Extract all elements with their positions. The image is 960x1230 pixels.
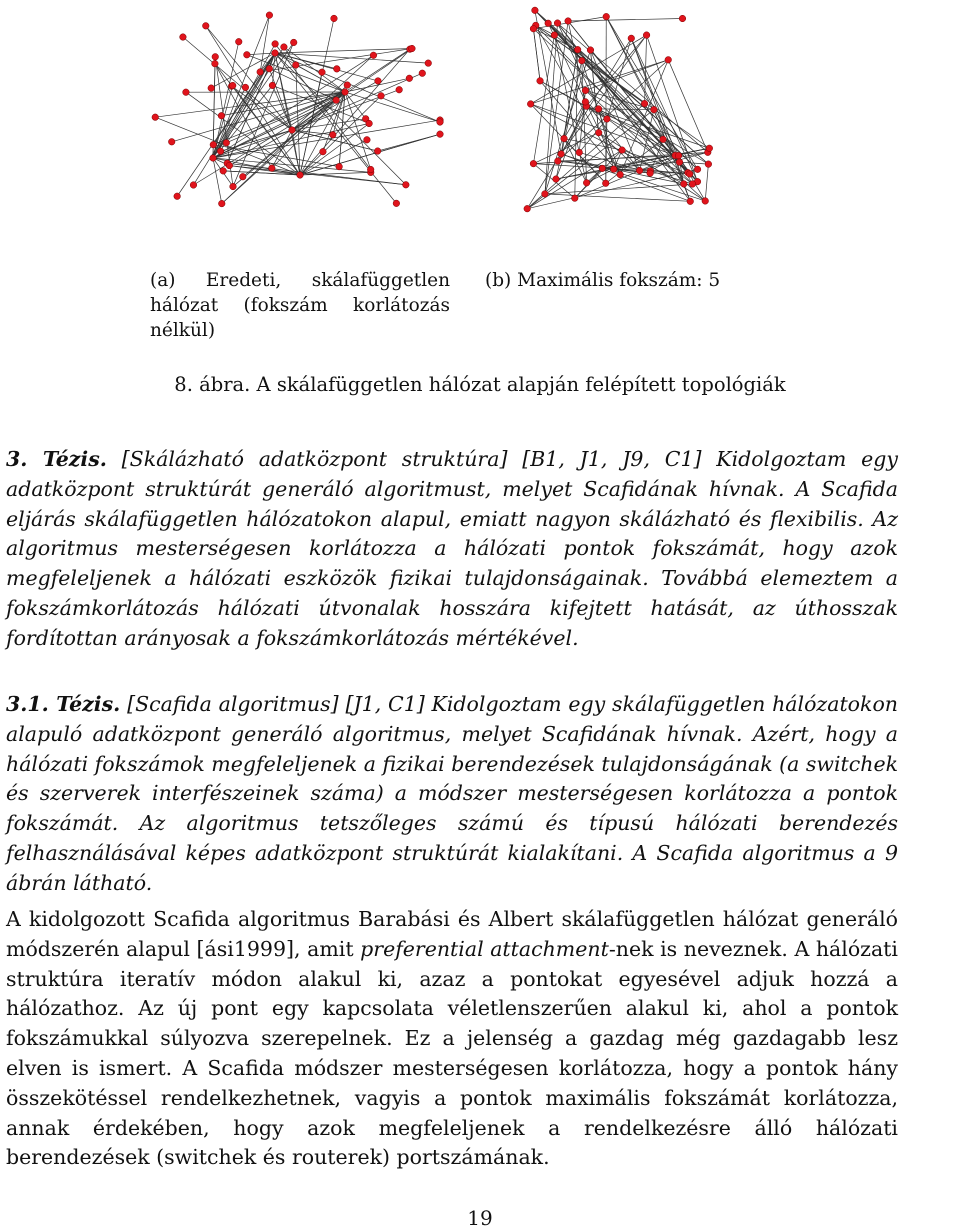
graph-a-node [190,182,197,189]
body-text-part1: A kidolgozott Scafida algoritmus Barabási és Albert skálafüggetlen hálózat generáló módszerén alapul [ási1999], amit [6,907,898,961]
graph-b-edge [668,60,708,152]
graph-a-node [437,119,444,126]
graph-a-node [297,172,304,179]
graph-a-node [235,38,242,45]
figure-8 [0,0,960,260]
graph-a-edge [233,42,294,186]
graph-a-node [289,127,296,134]
body-emphasis: preferential attachment [360,937,609,961]
graph-b-node [660,136,667,143]
graph-a-node [396,86,403,93]
thesis-3-label: 3. Tézis. [6,447,107,471]
graph-b-edge [531,60,669,104]
graph-b-node [545,20,552,27]
graph-a-node [202,23,209,30]
graph-a-node [210,155,217,162]
graph-a-node [374,148,381,155]
graph-a-node [212,60,219,67]
graph-b-edge [545,21,568,194]
graph-a-node [210,141,217,148]
subcaption-a-word: (a) [150,268,175,293]
graph-b-node [636,167,643,174]
thesis-3-1-paragraph [6,690,898,899]
graph-a-node [242,84,249,91]
graph-a-node [333,97,340,104]
graph-a-node [272,41,279,48]
graph-b-node [555,158,562,165]
graph-a-node [269,82,276,89]
graph-b-node [689,181,696,188]
graph-a-node [437,131,444,138]
graph-b-node [651,106,658,113]
graph-b-node [610,166,617,173]
graph-a-node [239,173,246,180]
graph-a-edge [275,53,345,92]
graph-b-node [643,32,650,39]
graph-a-node [218,112,225,119]
graph-b-node [527,101,534,108]
graph-a-node [269,165,276,172]
graph-b-edge [568,21,690,174]
graph-a-node [212,53,219,60]
graph-b-node [702,198,709,205]
graph-a-node [378,92,385,99]
graph-b-node [665,57,672,64]
graph-a-node [226,162,233,169]
graph-b-node [680,181,687,188]
subcaption-b: (b) Maximális fokszám: 5 [485,268,720,293]
graph-b-node [595,129,602,136]
graph-a-node [331,15,338,22]
graph-b-edge [631,38,679,162]
graph-a-node [272,50,279,57]
graph-b-node [686,171,693,178]
graph-b-node [551,32,558,39]
graph-b-edge [545,23,558,194]
graph-b-node [542,191,549,198]
graph-b-node [706,145,713,152]
graph-a-node [366,120,373,127]
graph-a-node [393,200,400,207]
thesis-3-1-label: 3.1. Tézis. [6,692,120,716]
graph-a-node [183,89,190,96]
graph-b-node [582,99,589,106]
graph-b-edge [606,17,679,162]
graph-b-node [679,15,686,22]
graph-a-edge [300,140,367,175]
graph-b-edge [705,164,708,201]
figure-caption: 8. ábra. A skálafüggetlen hálózat alapján felépített topológiák [0,373,960,396]
graph-b-node [687,198,694,205]
graph-b-node [565,18,572,25]
graph-a-node [281,44,288,51]
graph-b-node [599,165,606,172]
subcaption-a-word: korlátozás [353,293,450,318]
graph-b-node [628,35,635,42]
graph-a-node [266,65,273,72]
graph-b-edge [575,155,675,198]
graph-a-edge [378,134,440,151]
graph-a-edge [275,49,412,53]
graph-b-node [603,13,610,20]
page-number: 19 [0,1206,960,1230]
graph-b-edge [568,19,682,21]
graph-b-node [604,116,611,123]
graph-a-node [333,66,340,73]
graph-b-node [553,176,560,183]
graph-a-node [403,181,410,188]
graph-a-node [220,168,227,175]
thesis-3-paragraph [6,445,898,654]
graph-a-node [419,70,426,77]
graph-a-node [409,45,416,52]
graph-a-node [290,39,297,46]
body-paragraph [6,905,898,1173]
graph-a-node [292,62,299,69]
graph-a-node [168,138,175,145]
graph-b-node [554,20,561,27]
graph-a-node [174,193,181,200]
graph-a-node [217,148,224,155]
subcaption-a-word: Eredeti, [206,268,281,293]
thesis-3-text: [Skálázható adatközpont struktúra] [B1, J1, J9, C1] Kidolgoztam egy adatközpont struktúrát generáló algoritmust, melyet Scafidának hívnak. A Scafida eljárás skálafüggetlen hálózatokon alapul, emiatt nagyon skálázható és flexibilis. Az algoritmus mesterségesen korlátozza a hálózati pontok fokszámát, hogy azok megfeleljenek a hálózati eszközök fizikai tulajdonságainak. Továbbá elemeztem a fokszámkorlátozás hálózati útvonalak hosszára kifejtett hatását, az úthosszak fordítottan arányosak a fokszámkorlátozás mértékével. [6,447,898,650]
graph-b-node [578,57,585,64]
graph-b-node [576,149,583,156]
graph-a-node [406,75,413,82]
graph-a-edge [345,49,410,92]
subcaption-a-word: nélkül) [150,320,215,341]
graph-b-node [602,180,609,187]
graph-b-node [530,160,537,167]
graph-b-node [530,25,537,32]
graph-b-edge [545,194,690,201]
graph-a-node [229,82,236,89]
graph-a-node [319,69,326,76]
graph-a-node [330,131,337,138]
graph-b-node [587,47,594,54]
graph-b-node [617,171,624,178]
subcaption-a-word: hálózat [150,293,218,318]
graph-b-node [705,161,712,168]
graph-b-node [524,205,531,212]
graph-b-node [558,151,565,158]
graph-a-node [336,163,343,170]
graph-a-node [320,148,327,155]
graph-b-edge [535,10,708,164]
graph-b-node [641,100,648,107]
graph-a-node [180,34,187,41]
graph-a-node [375,78,382,85]
graph-b-node [694,166,701,173]
thesis-3-1-text: [Scafida algoritmus] [J1, C1] Kidolgoztam egy skálafüggetlen hálózatokon alapuló adatközpont generáló algoritmus, melyet Scafidának hívnak. Azért, hogy a hálózati fokszámok megfeleljenek a fizikai berendezések tulajdonságának (a switchek és szerverek interfészeinek száma) a módszer mesterségesen korlátozza a pontok fokszámát. Az algoritmus tetszőleges számú és típusú hálózati berendezés felhasználásával képes adatközpont struktúrát kialakítani. A Scafida algoritmus a 9 ábrán látható. [6,692,898,895]
graph-a-node [367,166,374,173]
graph-a-node [230,183,237,190]
graph-b-edge [533,29,540,81]
graph-a-node [342,89,349,96]
subcaption-a [150,268,450,343]
graph-b-node [532,7,539,14]
graph-a-node [152,114,159,121]
graph-a-edge [247,53,275,55]
subcaption-a-word: skálafüggetlen [312,268,450,293]
graph-a-node [244,51,251,58]
graph-b-node [676,159,683,166]
body-text-part2: -nek is neveznek. A hálózati struktúra iteratív módon alakul ki, azaz a pontokat egyesével adjuk hozzá a hálózathoz. Az új pont egy kapcsolata véletlenszerűen alakul ki, ahol a pontok fokszámukkal súlyozva szerepelnek. Ez a jelenség a gazdag még gazdagabb lesz elven is ismert. A Scafida módszer mesterségesen korlátozza, hogy a pontok hány összekötéssel rendelkezhetnek, vagyis a pontok maximális fokszámát korlátozza, annak érdekében, hogy azok megfeleljenek a rendelkezésre álló hálózati berendezések (switchek és routerek) portszámának. [6,937,898,1170]
graph-a-edge [213,158,371,172]
graph-b-node [537,78,544,85]
graph-b-node [675,152,682,159]
graph-b-node [583,179,590,186]
graph-a-node [218,200,225,207]
graph-a-node [257,69,264,76]
graph-b-node [571,195,578,202]
graph-a-node [364,136,371,143]
graph-a-node [266,12,273,19]
graph-b-node [574,46,581,53]
graph-b-edge [545,184,693,194]
graph-a-node [223,140,230,147]
graph-a-node [425,60,432,67]
graph-b-node [582,87,589,94]
graph-a-node [344,82,351,89]
graph-b-node [647,170,654,177]
graph-b-node [595,106,602,113]
subcaption-a-word: (fokszám [244,293,328,318]
graph-b-edge [527,38,631,208]
graph-b-node [619,147,626,154]
graph-a-node [208,85,215,92]
graph-a-node [370,52,377,59]
graph-b-node [561,135,568,142]
scale-free-graph-unbounded [0,0,960,260]
graph-a-edge [292,55,373,130]
